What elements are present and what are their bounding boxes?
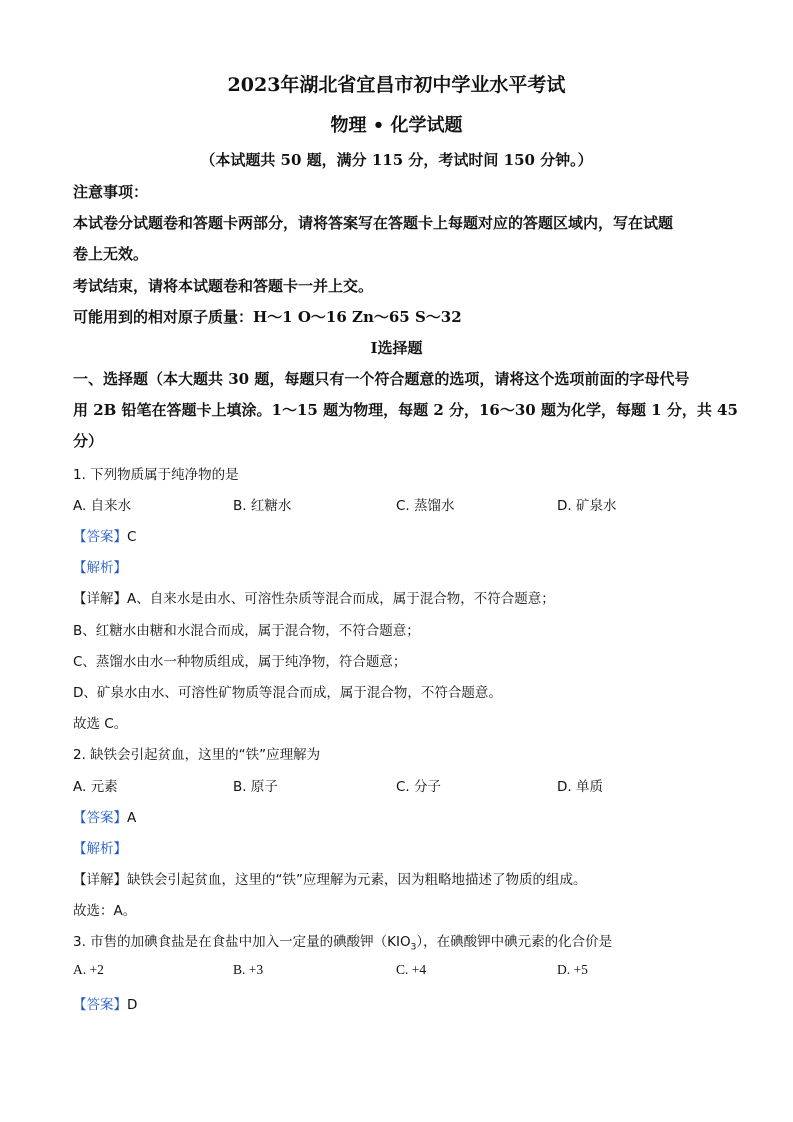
q3-stem-subscript: 3: [410, 942, 417, 953]
q2-option-d: D. 单质: [557, 779, 603, 795]
q2-option-c: C. 分子: [396, 779, 442, 795]
section-intro-1: 一、选择题（本大题共 30 题，每题只有一个符合题意的选项，请将这个选项前面的字母代号: [73, 370, 690, 388]
q2-option-a: A. 元素: [73, 779, 118, 795]
answer-value: A: [127, 810, 137, 826]
q1-analysis-tag: 【解析】: [73, 560, 127, 576]
answer-value: C: [127, 529, 137, 545]
q3-option-c: C. +4: [396, 962, 427, 977]
q3-stem-part-1: 3. 市售的加碘食盐是在食盐中加入一定量的碘酸钾（KIO: [73, 934, 411, 950]
exam-title: 2023年湖北省宜昌市初中学业水平考试: [227, 74, 566, 96]
q3-stem-part-2: ），在碘酸钾中碘元素的化合价是: [416, 934, 613, 950]
answer-tag: 【答案】: [73, 997, 127, 1013]
answer-tag: 【答案】: [73, 529, 127, 545]
section-intro-2: 用 2B 铅笔在答题卡上填涂。1～15 题为物理，每题 2 分，16～30 题为化学，每题 1 分，共 45: [73, 401, 738, 419]
notice-heading: 注意事项：: [73, 183, 149, 201]
answer-value: D: [127, 997, 138, 1013]
detail-text: A、自来水是由水、可溶性杂质等混合而成，属于混合物，不符合题意；: [127, 591, 555, 607]
q2-conclusion: 故选：A。: [73, 903, 137, 919]
section-intro-3: 分）: [73, 432, 104, 450]
q1-stem: 1. 下列物质属于纯净物的是: [73, 467, 239, 483]
q1-option-c: C. 蒸馏水: [396, 498, 455, 514]
q3-option-d: D. +5: [557, 962, 588, 977]
notice-line-2: 卷上无效。: [73, 245, 149, 263]
detail-tag: 【详解】: [73, 591, 127, 607]
atomic-mass-line: 可能用到的相对原子质量：H～1 O～16 Zn～65 S～32: [73, 308, 462, 326]
q2-option-b: B. 原子: [233, 779, 278, 795]
exam-subtitle: 物理 • 化学试题: [330, 115, 463, 136]
detail-text: 缺铁会引起贫血，这里的“铁”应理解为元素，因为粗略地描述了物质的组成。: [127, 872, 587, 888]
q1-option-b: B. 红糖水: [233, 498, 292, 514]
q2-stem: 2. 缺铁会引起贫血，这里的“铁”应理解为: [73, 747, 321, 763]
q3-option-a: A. +2: [73, 962, 104, 977]
q1-option-a: A. 自来水: [73, 498, 132, 514]
exam-info: （本试题共 50 题，满分 115 分，考试时间 150 分钟。）: [200, 151, 593, 169]
q3-option-b: B. +3: [233, 962, 264, 977]
notice-line-1: 本试卷分试题卷和答题卡两部分，请将答案写在答题卡上每题对应的答题区域内，写在试题: [73, 214, 674, 232]
q1-detail-4: D、矿泉水由水、可溶性矿物质等混合而成，属于混合物，不符合题意。: [73, 685, 502, 701]
detail-tag: 【详解】: [73, 872, 127, 888]
notice-line-3: 考试结束，请将本试题卷和答题卡一并上交。: [73, 277, 374, 295]
section-heading: Ⅰ选择题: [370, 339, 423, 357]
q1-option-d: D. 矿泉水: [557, 498, 617, 514]
q1-detail-1: [73, 587, 555, 607]
q1-conclusion: 故选 C。: [73, 716, 128, 732]
q1-detail-3: C、蒸馏水由水一种物质组成，属于纯净物，符合题意；: [73, 654, 407, 670]
q3-stem: [73, 930, 612, 953]
q2-analysis-tag: 【解析】: [73, 841, 127, 857]
q2-answer: [73, 806, 136, 826]
q1-answer: [73, 525, 136, 545]
answer-tag: 【答案】: [73, 810, 127, 826]
q1-detail-2: B、红糖水由糖和水混合而成，属于混合物，不符合题意；: [73, 623, 420, 639]
q3-answer: [73, 993, 137, 1013]
q2-detail-1: [73, 868, 587, 888]
